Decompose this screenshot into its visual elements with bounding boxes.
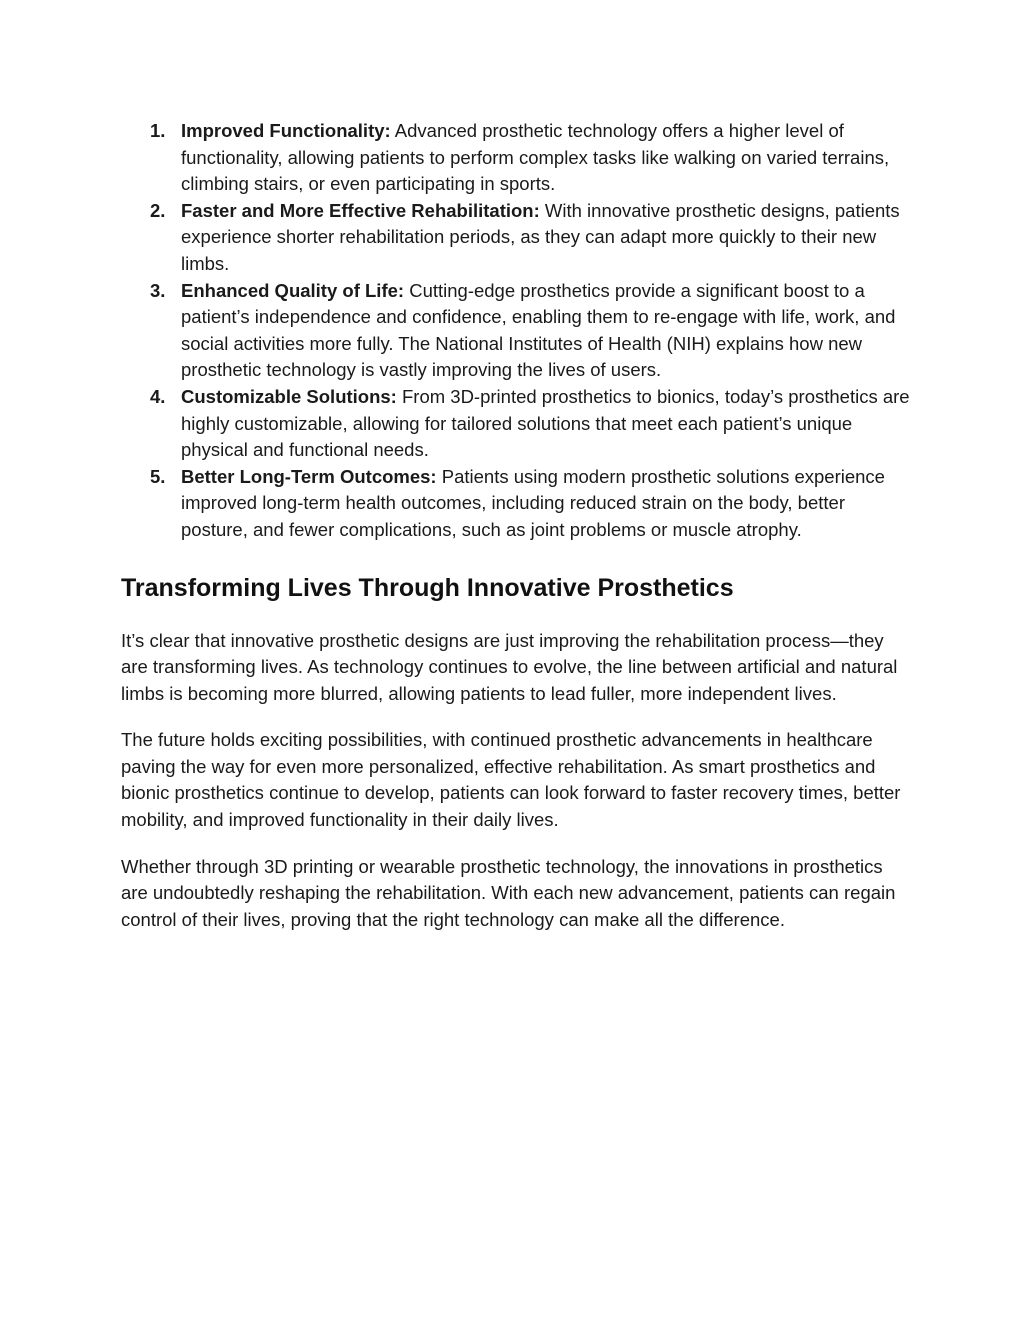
body-paragraph: It’s clear that innovative prosthetic designs are just improving the rehabilitation process—they are transforming lives. As technology continues to evolve, the line between artificial and natural limbs is becoming more blurred, allowing patients to lead fuller, more independent lives. (121, 629, 898, 704)
list-item-term: Better Long-Term Outcomes: (181, 465, 437, 487)
list-item-number: 1. (150, 120, 166, 141)
document-page (121, 118, 911, 953)
list-item-term: Improved Functionality: (181, 120, 391, 141)
list-item (121, 118, 911, 198)
list-item-number: 5. (150, 465, 166, 487)
list-item-text: From 3D-printed prosthetics to bionics, today’s prosthetics are highly customizable, allowing for tailored solutions that meet each patient’s unique physical and functional needs. (181, 385, 910, 461)
list-item-term: Customizable Solutions: (181, 385, 397, 407)
list-item-number: 3. (150, 279, 166, 301)
list-item-number: 4. (150, 385, 166, 407)
list-item-term: Faster and More Effective Rehabilitation: (181, 199, 540, 221)
list-item-term: Enhanced Quality of Life: (181, 279, 405, 301)
list-item-number: 2. (150, 199, 166, 221)
list-item-text: Advanced prosthetic technology offers a higher level of functionality, allowing patients to perform complex tasks like walking on varied terrains, climbing stairs, or even participating in sports. (181, 120, 890, 195)
section-heading: Transforming Lives Through Innovative Prosthetics (121, 573, 734, 602)
list-item-text: Cutting-edge prosthetics provide a significant boost to a patient’s independence and confidence, enabling them to re-engage with life, work, and social activities more fully. The National Institutes of Health (NIH) explains how new prosthetic technology is vastly improving the lives of users. (181, 279, 896, 381)
list-item (121, 384, 911, 464)
body-paragraph: The future holds exciting possibilities, with continued prosthetic advancements in healthcare paving the way for even more personalized, effective rehabilitation. As smart prosthetics and bionic prosthetics continue to develop, patients can look forward to faster recovery times, better mobility, and improved functionality in their daily lives. (121, 729, 901, 831)
list-item (121, 198, 911, 278)
list-item-text: With innovative prosthetic designs, patients experience shorter rehabilitation periods, as they can adapt more quickly to their new limbs. (181, 199, 900, 274)
list-item (121, 464, 911, 544)
list-item-text: Patients using modern prosthetic solutions experience improved long-term health outcomes, including reduced strain on the body, better posture, and fewer complications, such as joint problems or muscle atrophy. (181, 465, 885, 540)
benefits-list (121, 118, 911, 544)
list-item (121, 278, 911, 384)
body-paragraph: Whether through 3D printing or wearable prosthetic technology, the innovations in prosthetics are undoubtedly reshaping the rehabilitation. With each new advancement, patients can regain control of their lives, proving that the right technology can make all the difference. (121, 855, 896, 930)
